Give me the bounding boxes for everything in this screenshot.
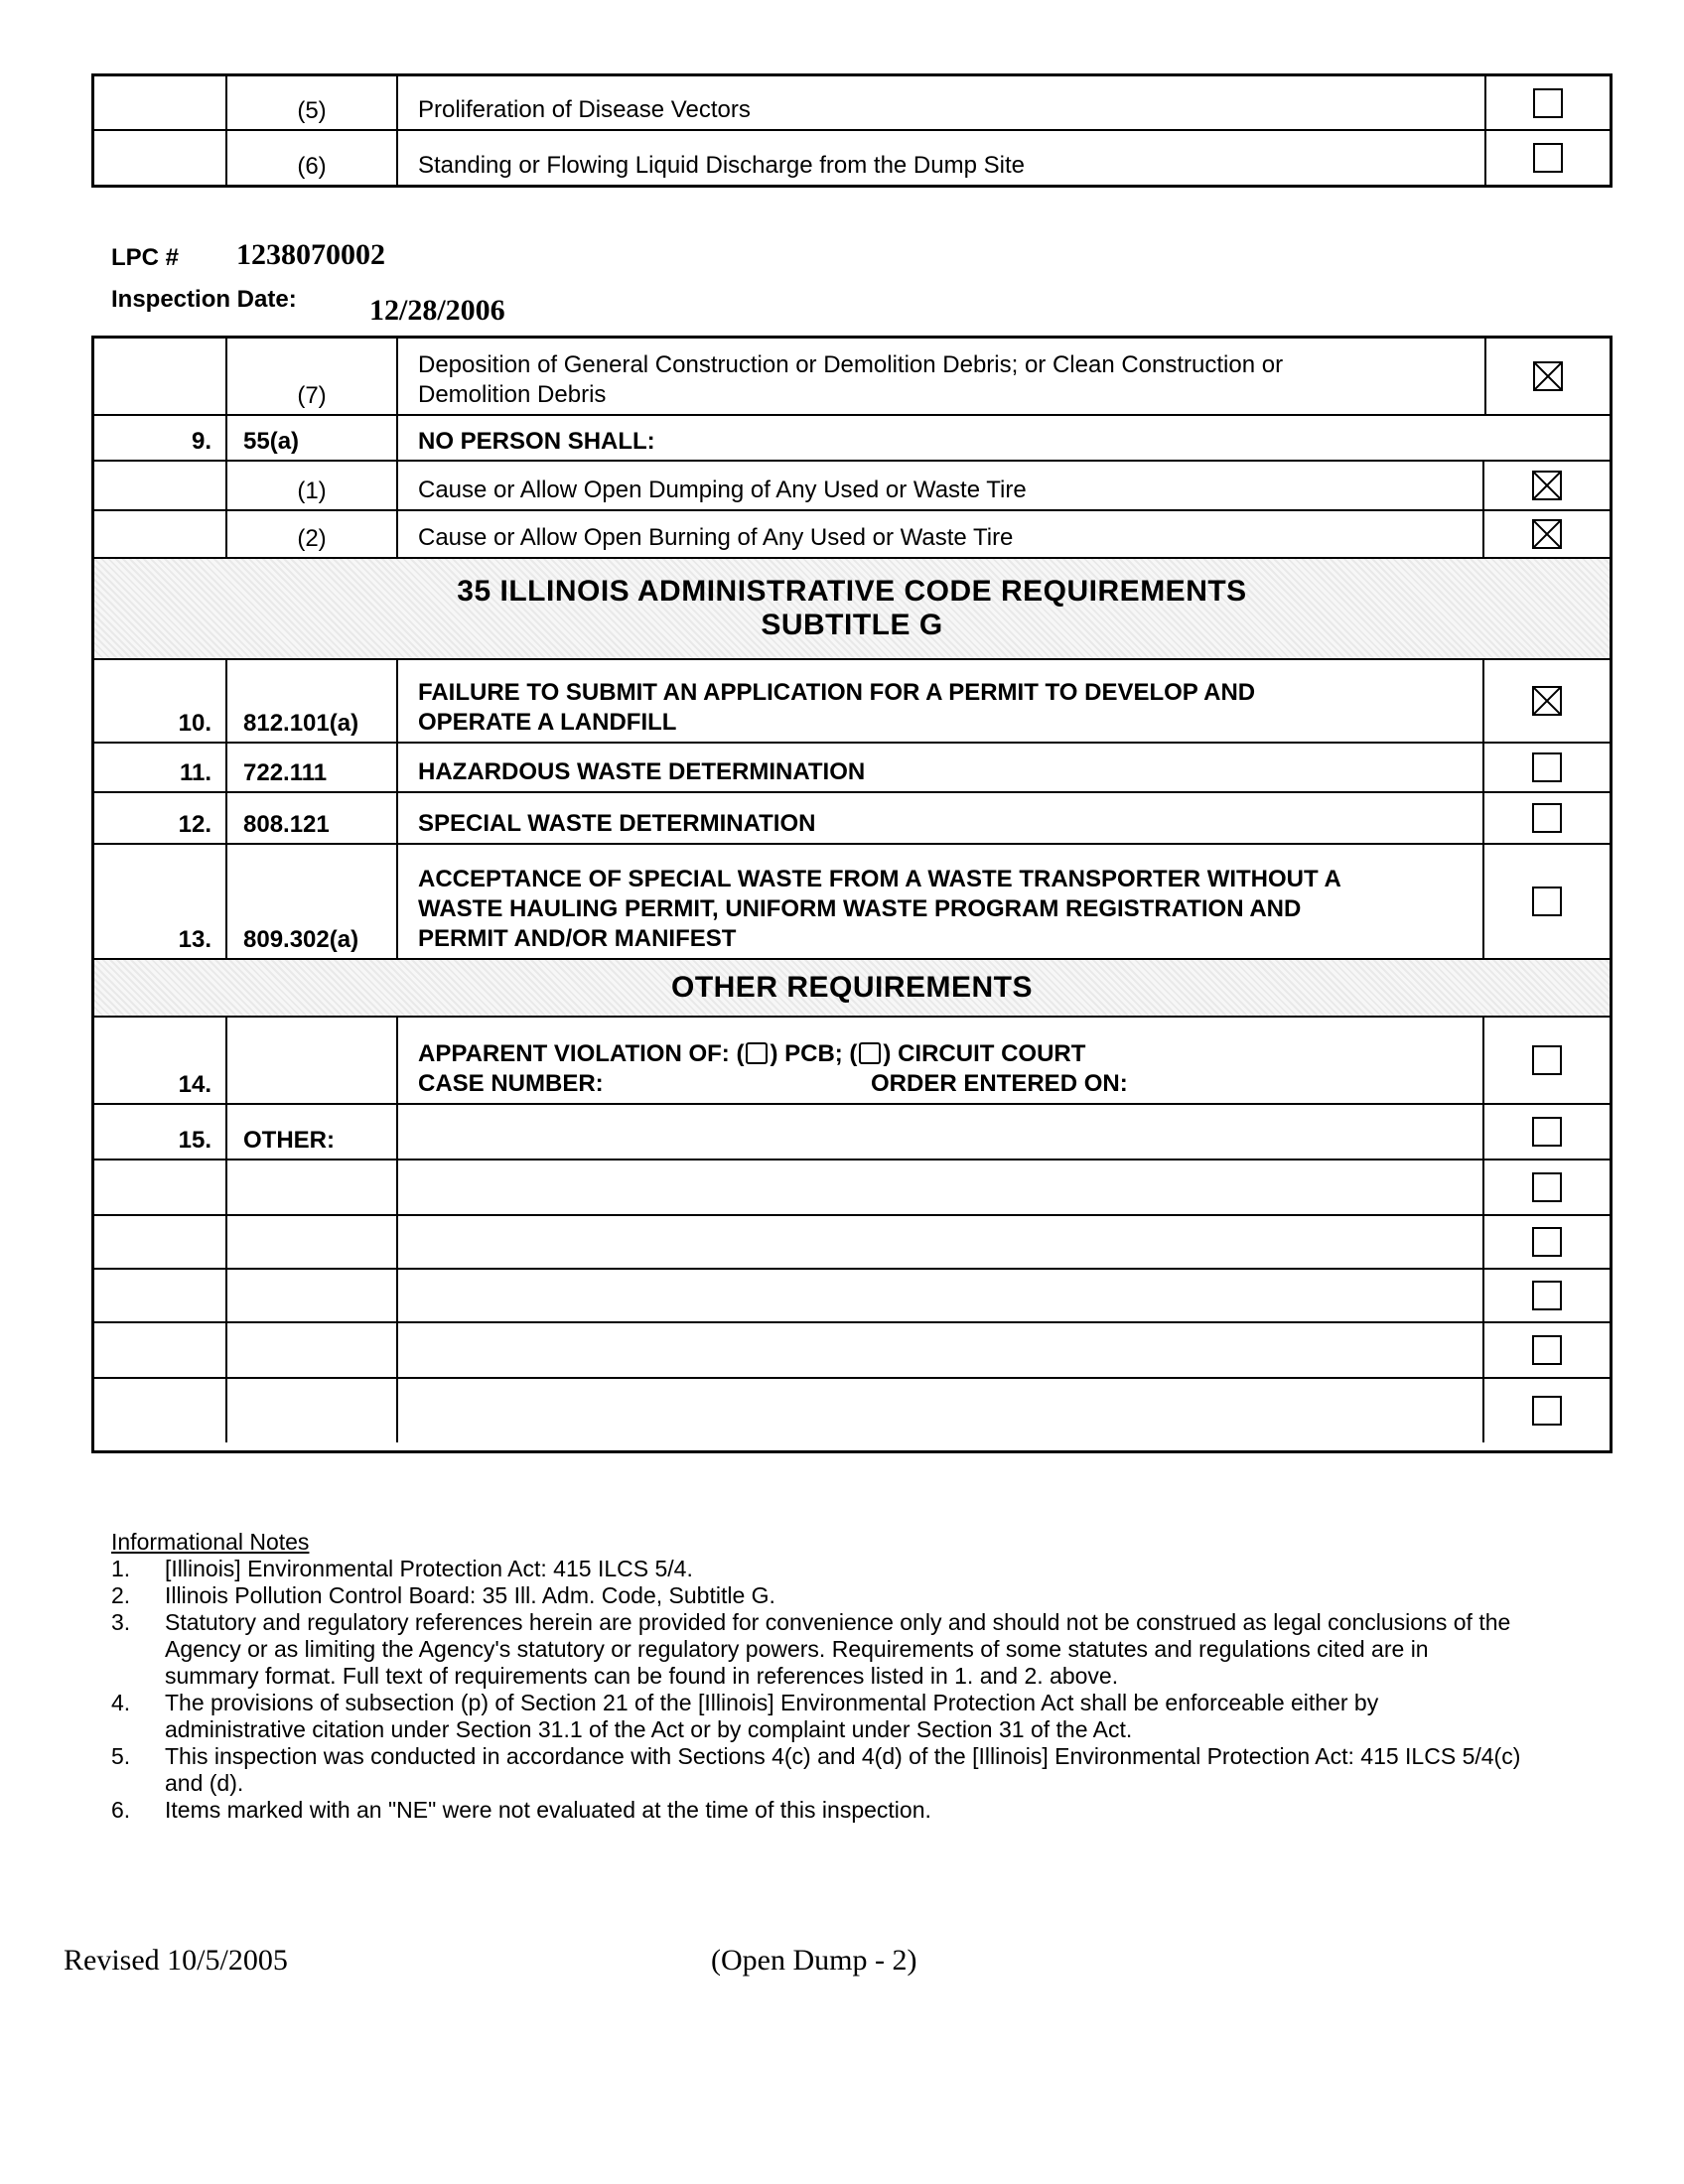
x-mark-icon <box>1534 473 1560 498</box>
checked-checkbox[interactable] <box>1532 519 1562 549</box>
other-description-field[interactable] <box>398 1270 1484 1321</box>
other-description-field[interactable] <box>398 1379 1484 1442</box>
x-mark-icon <box>1534 521 1560 547</box>
table-row <box>94 660 1610 744</box>
table-row <box>94 131 1610 185</box>
note-item: 6. Items marked with an "NE" were not evaluated at the time of this inspection. <box>111 1797 931 1823</box>
table-row <box>94 1379 1610 1442</box>
informational-notes <box>111 1529 1521 1824</box>
checkbox[interactable] <box>1532 887 1562 916</box>
code-section: OTHER: <box>227 1105 398 1159</box>
note-item: 5. This inspection was conducted in accordance with Sections 4(c) and 4(d) of the [Illinois] Environmental Protection Act: 415 ILCS 5/4(c) and (d). <box>111 1743 1521 1796</box>
lpc-number: 1238070002 <box>236 238 385 271</box>
circuit-court-checkbox[interactable] <box>859 1042 881 1064</box>
main-violations-table <box>91 336 1613 1453</box>
lpc-label: LPC # <box>111 244 180 271</box>
top-violations-table <box>91 73 1613 188</box>
other-description-field[interactable] <box>398 1216 1484 1268</box>
section-banner-admin-code: 35 ILLINOIS ADMINISTRATIVE CODE REQUIREMENTS SUBTITLE G <box>94 559 1610 660</box>
checkbox[interactable] <box>1533 88 1563 118</box>
checkbox[interactable] <box>1532 1117 1562 1147</box>
checkbox[interactable] <box>1532 1172 1562 1202</box>
other-description-field[interactable] <box>398 1160 1484 1214</box>
checkbox[interactable] <box>1532 1281 1562 1310</box>
checkbox[interactable] <box>1532 803 1562 833</box>
requirement-description: NO PERSON SHALL: <box>418 428 655 455</box>
table-row <box>94 339 1610 416</box>
table-row <box>94 511 1610 559</box>
checked-checkbox[interactable] <box>1532 471 1562 500</box>
code-section: 808.121 <box>227 793 398 843</box>
requirement-description: Proliferation of Disease Vectors <box>398 76 1486 129</box>
case-number-label: CASE NUMBER: <box>418 1070 604 1097</box>
item-number: 14. <box>94 1018 227 1103</box>
section-banner-other-requirements: OTHER REQUIREMENTS <box>94 960 1610 1018</box>
page-label: (Open Dump - 2) <box>711 1944 917 1977</box>
other-description-field[interactable] <box>398 1323 1484 1377</box>
requirement-description: ACCEPTANCE OF SPECIAL WASTE FROM A WASTE TRANSPORTER WITHOUT A WASTE HAULING PERMIT, UNIFORM WASTE PROGRAM REGISTRATION AND PERMIT AND/OR MANIFEST <box>398 845 1484 958</box>
subsection-number: (7) <box>227 339 398 414</box>
requirement-description: Standing or Flowing Liquid Discharge from the Dump Site <box>398 131 1486 185</box>
requirement-description: Cause or Allow Open Burning of Any Used or Waste Tire <box>398 511 1484 557</box>
item-number: 9. <box>94 416 227 460</box>
table-row <box>94 76 1610 131</box>
requirement-description: Deposition of General Construction or Demolition Debris; or Clean Construction or Demolition Debris <box>398 339 1486 414</box>
code-section: 809.302(a) <box>227 845 398 958</box>
checked-checkbox[interactable] <box>1532 686 1562 716</box>
checkbox[interactable] <box>1533 143 1563 173</box>
requirement-description: SPECIAL WASTE DETERMINATION <box>398 793 1484 843</box>
checked-checkbox[interactable] <box>1533 361 1563 391</box>
item-number: 10. <box>94 660 227 742</box>
checkbox[interactable] <box>1532 1227 1562 1257</box>
code-section: 55(a) <box>227 416 398 460</box>
inspection-date: 12/28/2006 <box>369 294 505 327</box>
requirement-description: APPARENT VIOLATION OF: ( ) PCB; ( ) CIRCUIT COURT CASE NUMBER: ORDER ENTERED ON: <box>398 1018 1484 1103</box>
table-row <box>94 793 1610 845</box>
other-description-field[interactable] <box>398 1105 1484 1159</box>
x-mark-icon <box>1534 688 1560 714</box>
item-number: 11. <box>94 744 227 791</box>
item-number: 13. <box>94 845 227 958</box>
table-row <box>94 462 1610 511</box>
table-row <box>94 744 1610 793</box>
subsection-number: (6) <box>227 131 398 185</box>
requirement-description: FAILURE TO SUBMIT AN APPLICATION FOR A PERMIT TO DEVELOP AND OPERATE A LANDFILL <box>398 660 1484 742</box>
checkbox[interactable] <box>1532 1396 1562 1426</box>
note-item: 4. The provisions of subsection (p) of Section 21 of the [Illinois] Environmental Protection Act shall be enforceable either by administrative citation under Section 31.1 of the Act or by complaint under Section 31 of the Act. <box>111 1690 1379 1742</box>
inspection-date-label: Inspection Date: <box>111 286 297 313</box>
requirement-description: HAZARDOUS WASTE DETERMINATION <box>398 744 1484 791</box>
table-row <box>94 1160 1610 1216</box>
checkbox[interactable] <box>1532 752 1562 782</box>
table-row <box>94 1323 1610 1379</box>
table-row <box>94 1270 1610 1323</box>
requirement-description: Cause or Allow Open Dumping of Any Used or Waste Tire <box>398 462 1484 509</box>
table-row <box>94 845 1610 960</box>
checkbox[interactable] <box>1532 1335 1562 1365</box>
code-section: 722.111 <box>227 744 398 791</box>
x-mark-icon <box>1535 363 1561 389</box>
note-item: 3. Statutory and regulatory references herein are provided for convenience only and should not be construed as legal conclusions of the Agency or as limiting the Agency's statutory or regulatory powers. Requirements of some statutes and regulations cited are in summary format. Full text of requirements can be found in references listed in 1. and 2. above. <box>111 1609 1511 1689</box>
item-number: 12. <box>94 793 227 843</box>
pcb-checkbox[interactable] <box>746 1042 768 1064</box>
item-number: 15. <box>94 1105 227 1159</box>
subsection-number: (5) <box>227 76 398 129</box>
subsection-number: (1) <box>227 462 398 509</box>
table-row <box>94 1105 1610 1160</box>
checkbox[interactable] <box>1532 1045 1562 1075</box>
note-item: 2. Illinois Pollution Control Board: 35 Ill. Adm. Code, Subtitle G. <box>111 1582 775 1608</box>
code-section: 812.101(a) <box>227 660 398 742</box>
notes-title: Informational Notes <box>111 1529 310 1555</box>
order-entered-label: ORDER ENTERED ON: <box>871 1070 1128 1097</box>
table-row <box>94 1216 1610 1270</box>
subsection-number: (2) <box>227 511 398 557</box>
note-item: 1. [Illinois] Environmental Protection Act: 415 ILCS 5/4. <box>111 1556 693 1581</box>
table-row <box>94 1018 1610 1105</box>
table-row <box>94 416 1610 462</box>
revision-date: Revised 10/5/2005 <box>64 1944 288 1977</box>
